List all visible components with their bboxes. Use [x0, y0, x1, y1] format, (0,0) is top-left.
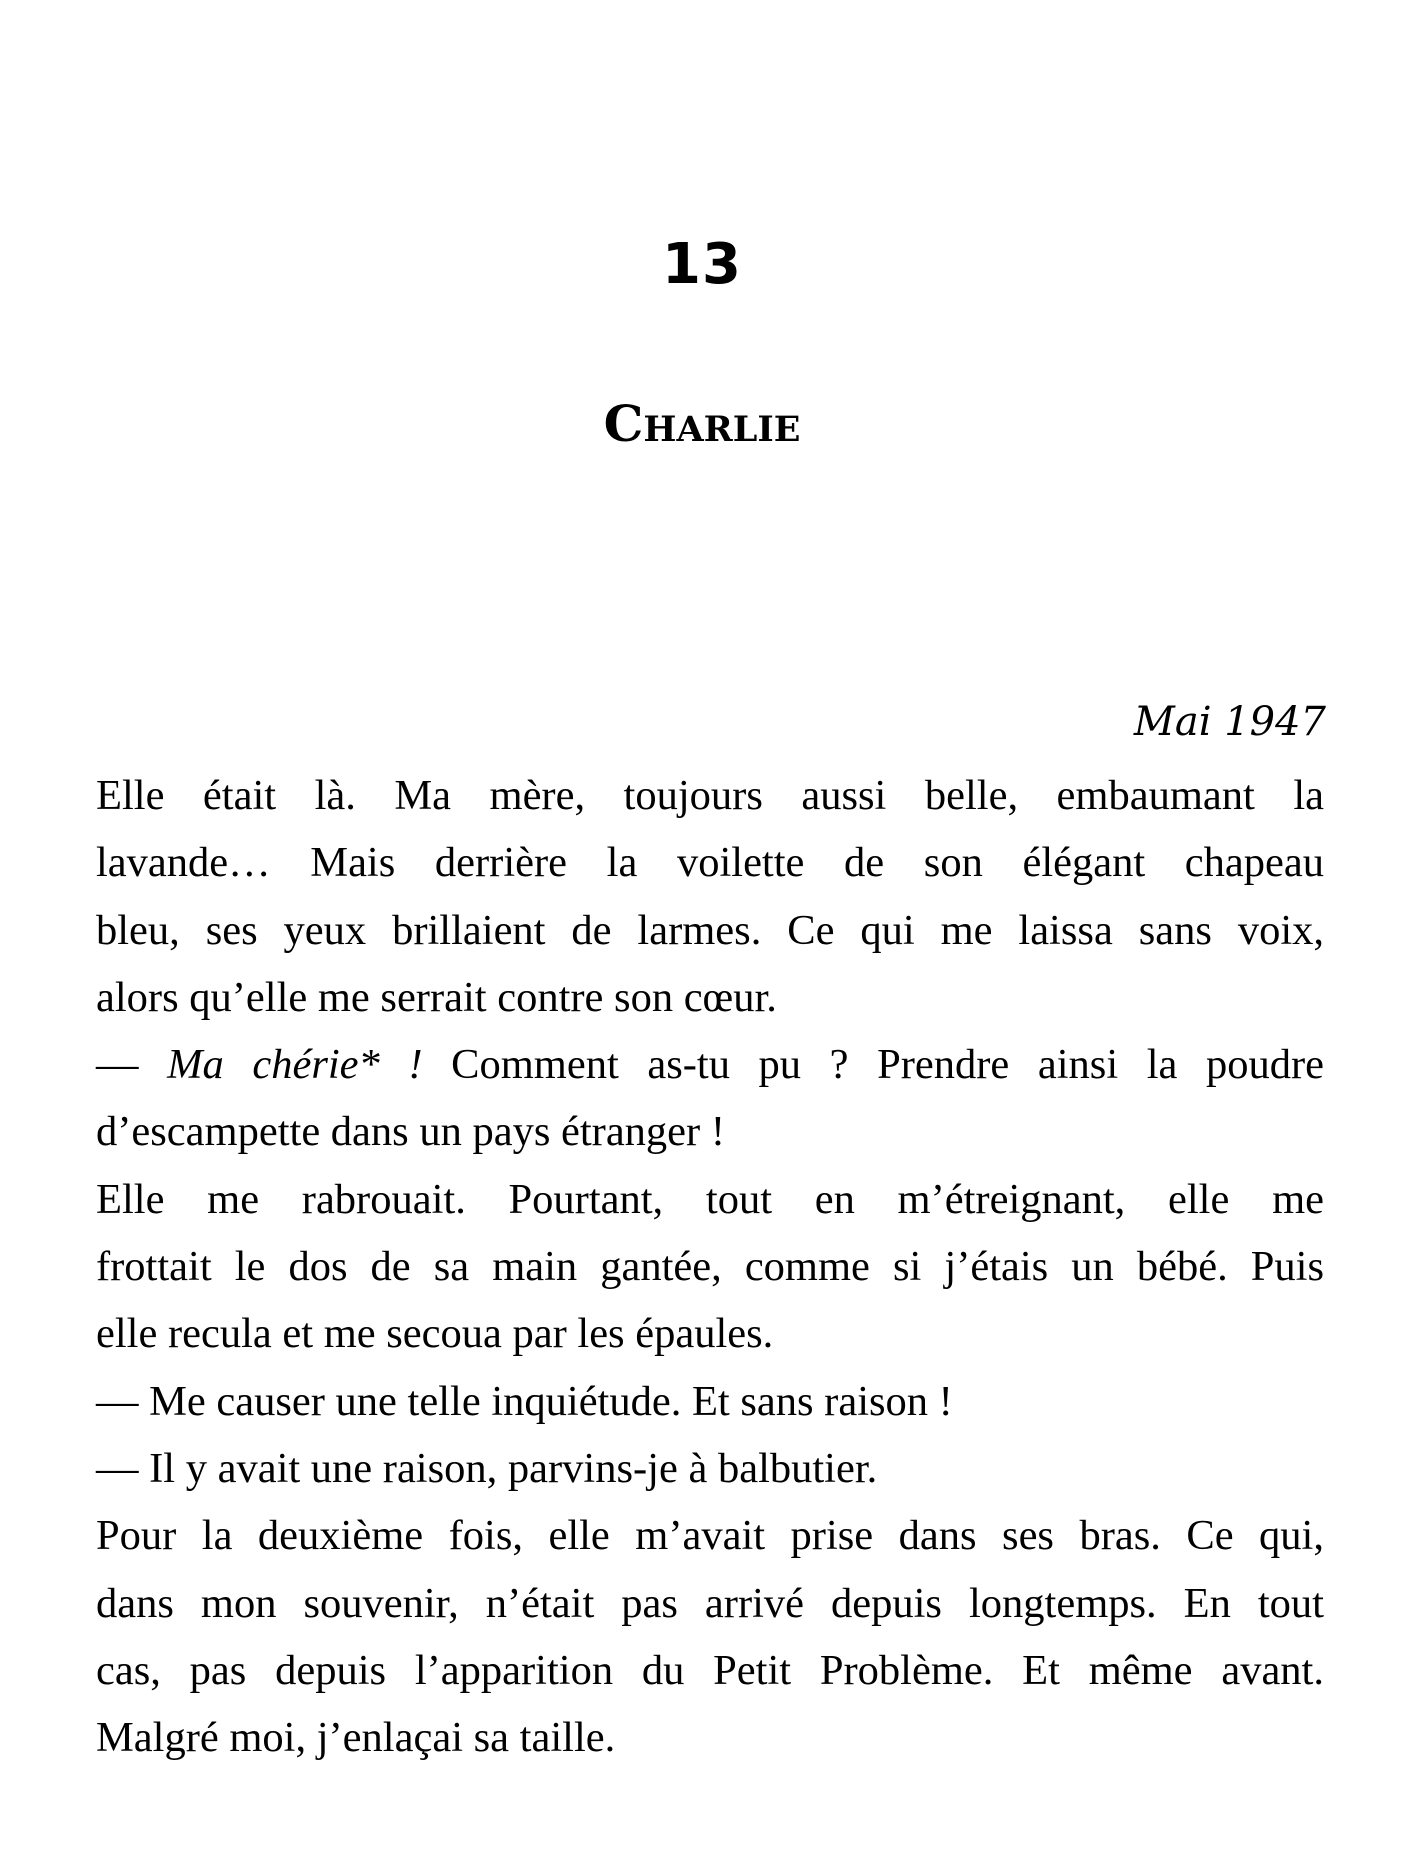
text-line: Elle me rabrouait. Pourtant, tout en m’étreignant, elle me	[96, 1175, 1324, 1223]
text-line: cas, pas depuis l’apparition du Petit Problème. Et même avant.	[96, 1646, 1324, 1694]
body-text	[96, 762, 1324, 1771]
dialogue-line	[96, 1031, 1324, 1098]
em-dash: —	[96, 1041, 139, 1089]
text-line: Elle était là. Ma mère, toujours aussi belle, embaumant la	[96, 772, 1324, 819]
text-line: Malgré moi, j’enlaçai sa taille.	[96, 1714, 616, 1762]
chapter-title: Charlie	[603, 394, 801, 453]
text-fragment: Comment as-tu pu ? Prendre ainsi la poudre	[422, 1041, 1324, 1089]
italic-phrase: Ma chérie* !	[167, 1041, 423, 1089]
text-line: alors qu’elle me serrait contre son cœur.	[96, 973, 777, 1021]
text-line: elle recula et me secoua par les épaules.	[96, 1310, 774, 1358]
text-line: lavande… Mais derrière la voilette de son élégant chapeau	[96, 839, 1324, 887]
text-line: frottait le dos de sa main gantée, comme si j’étais un bébé. Puis	[96, 1243, 1324, 1291]
dialogue-line: — Me causer une telle inquiétude. Et sans raison !	[96, 1377, 953, 1425]
dateline: Mai 1947	[1133, 699, 1326, 745]
text-line: bleu, ses yeux brillaient de larmes. Ce qui me laissa sans voix,	[96, 906, 1324, 954]
chapter-number: 13	[662, 232, 742, 297]
text-line: d’escampette dans un pays étranger !	[96, 1108, 725, 1156]
text-line: dans mon souvenir, n’était pas arrivé depuis longtemps. En tout	[96, 1579, 1324, 1627]
text-line: Pour la deuxième fois, elle m’avait prise dans ses bras. Ce qui,	[96, 1512, 1324, 1560]
dialogue-line: — Il y avait une raison, parvins-je à balbutier.	[96, 1444, 878, 1492]
